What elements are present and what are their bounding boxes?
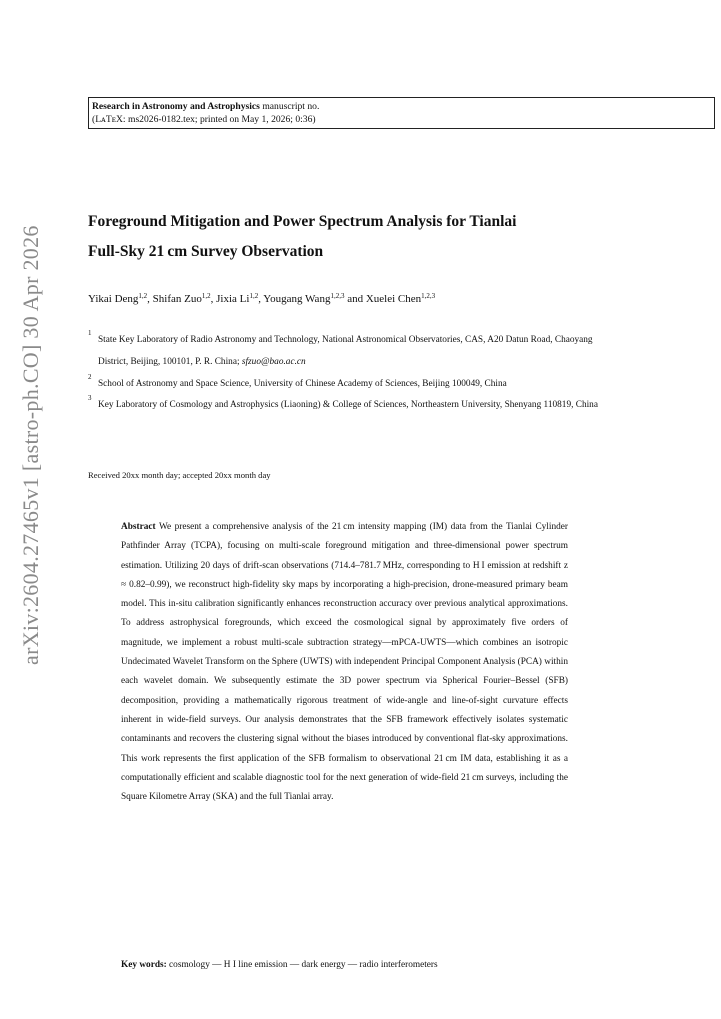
paper-title <box>88 207 628 267</box>
affiliation-item <box>88 374 608 396</box>
journal-header-box <box>88 97 715 129</box>
title-line-2: Full-Sky 21 cm Survey Observation <box>88 243 324 260</box>
journal-line <box>92 100 711 113</box>
arxiv-id-text: arXiv:2604.27465v1 [astro-ph.CO] 30 Apr 2026 <box>18 225 43 665</box>
affiliation-text: School of Astronomy and Space Science, University of Chinese Academy of Sciences, Beijing 100049, China <box>98 378 507 389</box>
manuscript-label: manuscript no. <box>262 101 320 112</box>
latex-line: (LᴀTᴇX: ms2026-0182.tex; printed on May 1, 2026; 0:36) <box>92 114 316 125</box>
author-list <box>88 289 648 306</box>
keywords-text: cosmology — H I line emission — dark energy — radio interferometers <box>169 960 438 970</box>
abstract-label: Abstract <box>121 522 156 532</box>
contact-email[interactable]: sfzuo@bao.ac.cn <box>241 356 306 367</box>
affiliation-item <box>88 330 608 374</box>
abstract-text: We present a comprehensive analysis of the 21 cm intensity mapping (IM) data from the Tianlai Cylinder Pathfinder Array (TCPA), focusing on multi-scale foreground mitigation and three-dimensional power spectrum estimation. Utilizing 20 days of drift-scan observations (714.4–781.7 MHz, corresponding to H I emission at redshift z ≈ 0.82–0.99), we reconstruct high-fidelity sky maps by incorporating a high-precision, drone-measured primary beam model. This in-situ calibration significantly enhances reconstruction accuracy over previous analytical approximations. To address astrophysical foregrounds, which exceed the cosmological signal by approximately five orders of magnitude, we implement a robust multi-scale subtraction strategy—mPCA-UWTS—which combines an isotropic Undecimated Wavelet Transform on the Sphere (UWTS) with independent Principal Component Analysis (PCA) within each wavelet domain. We subsequently estimate the 3D power spectrum via Spherical Fourier–Bessel (SFB) decomposition, providing a mathematically rigorous treatment of wide-angle and line-of-sight curvature effects inherent in wide-field surveys. Our analysis demonstrates that the SFB framework effectively isolates systematic contaminants and recovers the clustering signal without the biases introduced by conventional flat-sky approximations. This work represents the first application of the SFB formalism to observational 21 cm IM data, establishing it as a computationally efficient and scalable diagnostic tool for the next generation of wide-field 21 cm surveys, including the Square Kilometre Array (SKA) and the full Tianlai array. <box>121 522 568 803</box>
author: Yougang Wang$^{1,2,3}$ and <box>263 292 366 305</box>
author: Yikai Deng$^{1,2}$, <box>88 292 153 305</box>
received-date: Received 20xx month day; accepted 20xx month day <box>88 470 271 480</box>
affiliation-list <box>88 330 608 417</box>
journal-name: Research in Astronomy and Astrophysics <box>92 101 260 112</box>
affiliation-item <box>88 395 608 417</box>
keywords-label: Key words: <box>121 960 167 970</box>
affiliation-number: 2 <box>88 372 92 381</box>
author: Shifan Zuo$^{1,2}$, <box>152 292 217 305</box>
abstract-section <box>121 518 568 807</box>
affiliation-number: 3 <box>88 394 92 403</box>
keywords-section <box>121 958 621 972</box>
affiliation-text: Key Laboratory of Cosmology and Astrophysics (Liaoning) & College of Sciences, Northeastern University, Shenyang 110819, China <box>98 400 598 411</box>
affiliation-number: 1 <box>88 329 92 337</box>
author: Xuelei Chen$^{1,2,3}$ <box>365 292 436 305</box>
title-line-1: Foreground Mitigation and Power Spectrum Analysis for Tianlai <box>88 213 517 230</box>
affiliation-text: State Key Laboratory of Radio Astronomy and Technology, National Astronomical Observatories, CAS, A20 Datun Road, Chaoyang District, Beijing, 100101, P. R. China; <box>98 335 593 367</box>
author: Jixia Li$^{1,2}$, <box>216 292 264 305</box>
